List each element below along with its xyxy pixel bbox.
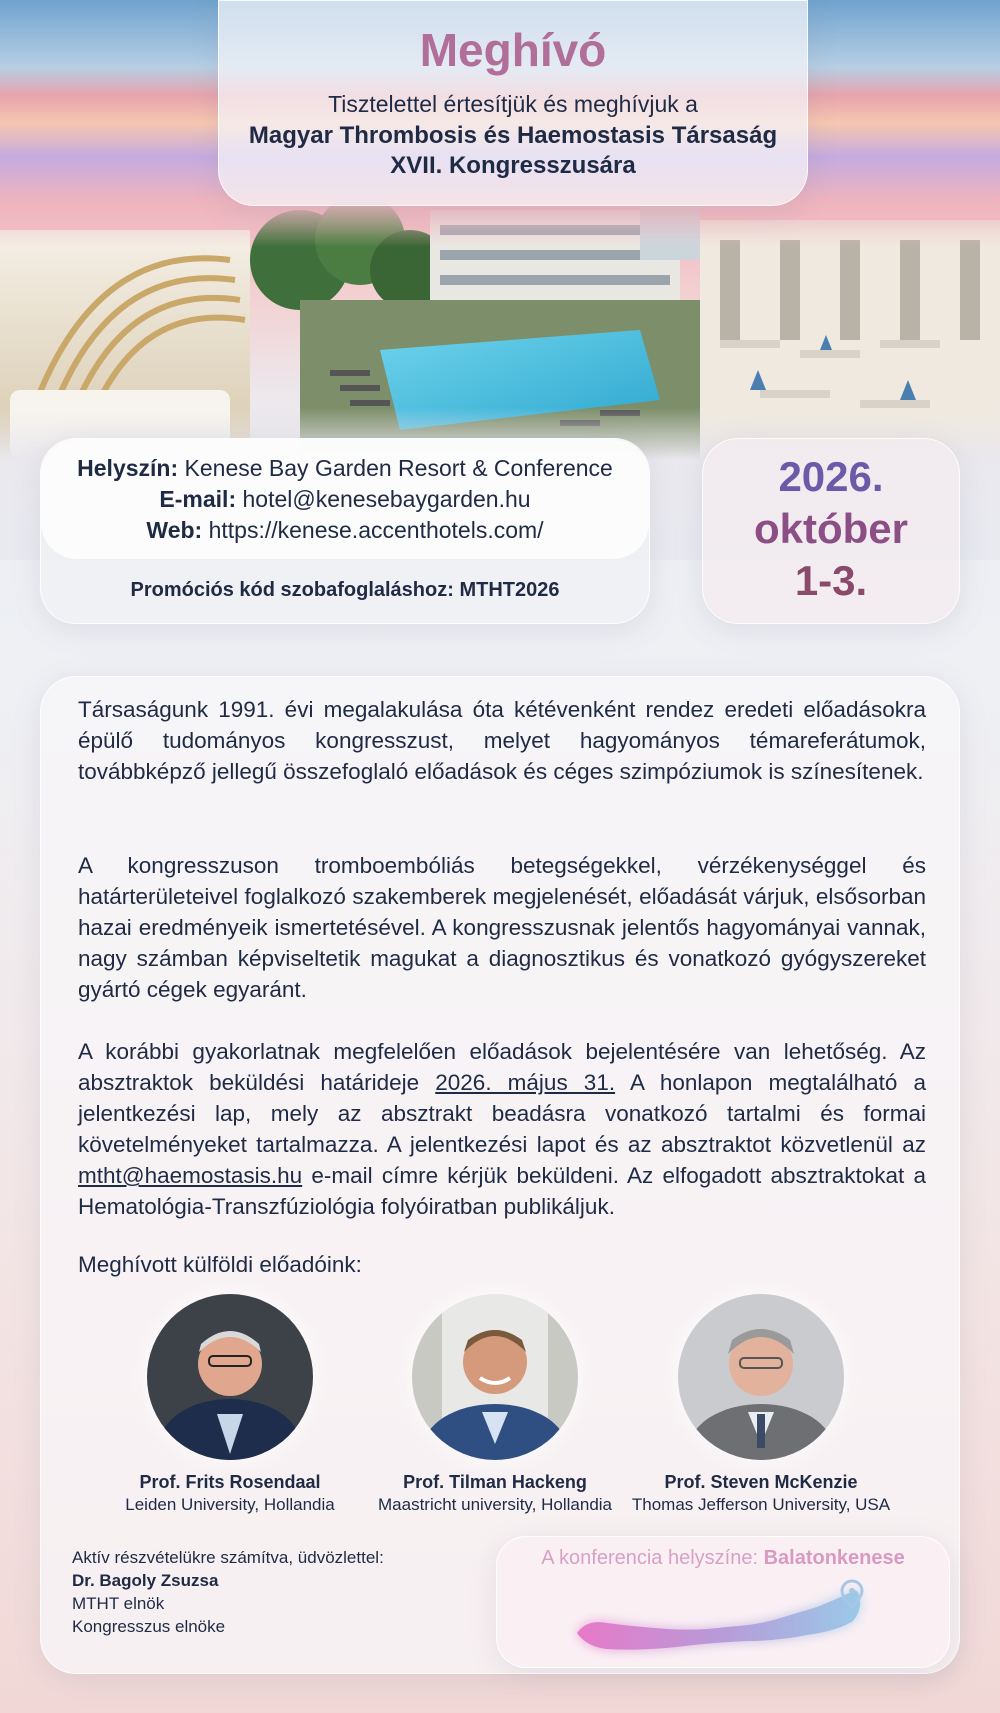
location-value: Kenese Bay Garden Resort & Conference [184, 455, 613, 481]
date-card [702, 438, 960, 624]
web-link[interactable]: https://kenese.accenthotels.com/ [208, 517, 544, 543]
paragraph-history: Társaságunk 1991. évi megalakulása óta kétévenként rendez eredeti előadásokra épülő tudományos kongresszust, melyet hagyományos témareferátumok, továbbképző jellegű összefoglaló előadások és céges szimpóziumok is színesítenek. [78, 697, 926, 784]
speaker-name: Prof. Frits Rosendaal [139, 1472, 321, 1492]
title-card [218, 0, 808, 206]
lake-balaton-map [497, 1537, 949, 1667]
paragraph-abstracts [78, 1036, 926, 1222]
speaker-name: Prof. Steven McKenzie [664, 1472, 858, 1492]
map-label: A konferencia helyszíne: [541, 1547, 759, 1569]
president-name: Dr. Bagoly Zsuzsa [72, 1571, 219, 1590]
closing-greeting: Aktív részvételükre számítva, üdvözlettel: [72, 1548, 384, 1567]
intro-line: Tisztelettel értesítjük és meghívjuk a [328, 91, 698, 117]
web-label: Web: [146, 517, 203, 543]
promo-code: Promóciós kód szobafoglaláshoz: MTHT2026 [130, 579, 560, 601]
date-year: 2026. [778, 453, 884, 500]
paragraph-topics: A kongresszuson tromboembóliás betegségekkel, vérzékenységgel és határterületeivel foglalkozó szakemberek megjelenését, előadását várjuk, elsősorban hazai eredményeik ismertetésével. A kongresszusnak jelentős hagyományai vannak, nagy számban képviseltetik magukat a diagnosztikus és vonatkozó gyógyszereket gyártó cégek egyaránt. [78, 853, 926, 1002]
venue-email [41, 486, 649, 513]
venue-details [41, 439, 649, 559]
society-name: Magyar Thrombosis és Haemostasis Társaság [248, 122, 778, 149]
closing-signature [72, 1546, 384, 1638]
speaker-affiliation: Leiden University, Hollandia [125, 1495, 335, 1514]
location-map-card [496, 1536, 950, 1668]
email-label: E-mail: [159, 486, 237, 512]
speaker-photo [412, 1294, 578, 1460]
date-days: 1-3. [794, 557, 868, 604]
invited-speakers-heading: Meghívott külföldi előadóink: [78, 1252, 362, 1277]
venue-location [41, 455, 649, 482]
abstracts-text-a: A korábbi gyakorlatnak megfelelően előadások bejelentésére van lehetőség. Az absztraktok beküldési határideje [78, 1039, 926, 1095]
congress-role: Kongresszus elnöke [72, 1617, 226, 1636]
invitation-title: Meghívó [419, 24, 607, 76]
resort-photo [0, 200, 1000, 460]
date-month: október [753, 505, 908, 552]
map-place: Balatonkenese [763, 1547, 905, 1569]
abstracts-text-c: e-mail címre kérjük beküldeni. Az elfogadott absztraktokat a Hematológia-Transzfúziológia folyóiratban publikáljuk. [78, 1163, 926, 1219]
speaker-photo [147, 1294, 313, 1460]
location-label: Helyszín: [77, 455, 179, 481]
speaker-photo [678, 1294, 844, 1460]
speaker-affiliation: Maastricht university, Hollandia [378, 1495, 612, 1514]
congress-name: XVII. Kongresszusára [390, 152, 636, 179]
contact-email-link[interactable]: mtht@haemostasis.hu [78, 1163, 303, 1188]
president-role: MTHT elnök [72, 1594, 165, 1613]
speaker-name: Prof. Tilman Hackeng [403, 1472, 587, 1492]
venue-web [41, 517, 649, 544]
email-link[interactable]: hotel@kenesebaygarden.hu [242, 486, 531, 512]
speaker-affiliation: Thomas Jefferson University, USA [631, 1495, 891, 1514]
abstracts-text-b: A honlapon megtalálható a jelentkezési lap, mely az absztrakt beadásra vonatkozó tartalmi és formai követelményeket tartalmazza. A jelentkezési lapot és az absztraktot közvetlenül az [78, 1070, 926, 1157]
venue-card [40, 438, 650, 624]
abstract-deadline: 2026. május 31. [435, 1070, 616, 1095]
